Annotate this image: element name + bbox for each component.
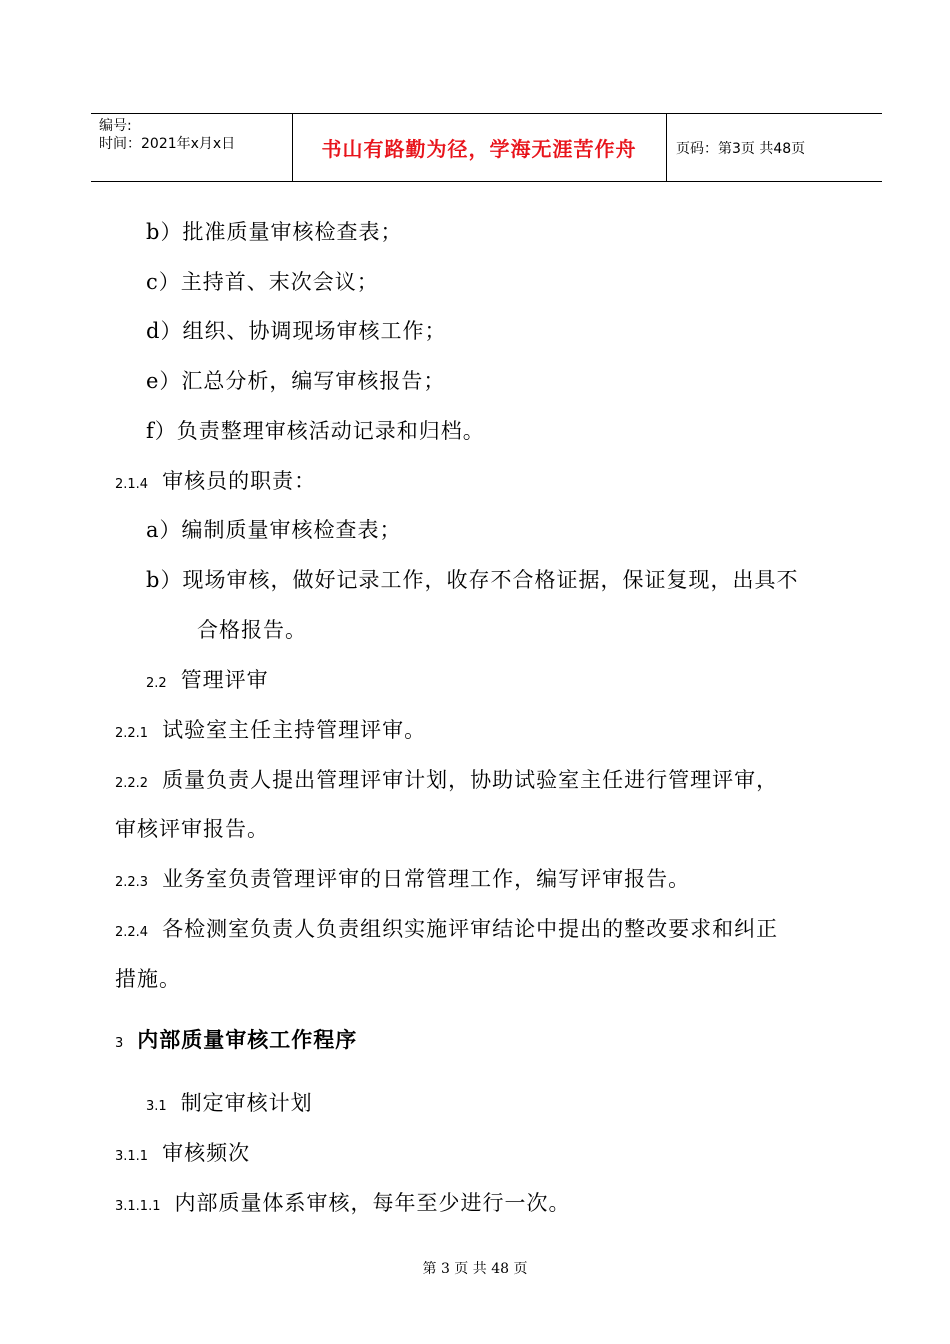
body-line: 合格报告。 bbox=[197, 618, 307, 642]
body-line: d）组织、协调现场审核工作； bbox=[146, 319, 447, 343]
header-motto-cell bbox=[292, 114, 667, 181]
section-line: 2.2.2 质量负责人提出管理评审计划，协助试验室主任进行管理评审， bbox=[115, 766, 778, 798]
body-line: e）汇总分析，编写审核报告； bbox=[146, 369, 446, 393]
section-number: 2.2.1 bbox=[115, 726, 149, 741]
body-line: b）现场审核，做好记录工作，收存不合格证据，保证复现，出具不 bbox=[146, 568, 799, 592]
section-line: 2.2.1 试验室主任主持管理评审。 bbox=[115, 716, 426, 748]
document-date-label: 时间：2021年x月x日 bbox=[99, 136, 236, 152]
body-line: f）负责整理审核活动记录和归档。 bbox=[146, 419, 485, 443]
body-line: 措施。 bbox=[115, 967, 181, 991]
body-line: c）主持首、末次会议； bbox=[146, 270, 379, 294]
section-number: 3.1 bbox=[146, 1099, 167, 1114]
document-header bbox=[91, 113, 882, 182]
section-number: 2.1.4 bbox=[115, 477, 149, 492]
body-line: b）批准质量审核检查表； bbox=[146, 220, 403, 244]
section-number: 2.2.4 bbox=[115, 925, 149, 940]
section-line: 3.1.1.1 内部质量体系审核，每年至少进行一次。 bbox=[115, 1189, 570, 1221]
page-footer: 第 3 页 共 48 页 bbox=[422, 1261, 528, 1277]
section-number: 3.1.1.1 bbox=[115, 1199, 161, 1214]
section-number: 2.2 bbox=[146, 676, 167, 691]
header-page-info: 页码：第3页 共48页 bbox=[676, 140, 806, 157]
chapter-heading: 3 内部质量审核工作程序 bbox=[115, 1026, 357, 1058]
section-number: 3.1.1 bbox=[115, 1149, 149, 1164]
section-line: 2.2 管理评审 bbox=[146, 666, 269, 698]
section-number: 3 bbox=[115, 1036, 124, 1051]
section-line: 2.2.4 各检测室负责人负责组织实施评审结论中提出的整改要求和纠正 bbox=[115, 915, 778, 947]
section-line: 3.1.1 审核频次 bbox=[115, 1139, 250, 1171]
document-number-label: 编号: bbox=[99, 118, 132, 134]
section-line: 2.2.3 业务室负责管理评审的日常管理工作，编写评审报告。 bbox=[115, 865, 690, 897]
section-number: 2.2.3 bbox=[115, 875, 149, 890]
body-line: a）编制质量审核检查表； bbox=[146, 518, 402, 542]
section-line: 2.1.4 审核员的职责： bbox=[115, 467, 316, 499]
section-line: 3.1 制定审核计划 bbox=[146, 1089, 313, 1121]
header-page-cell bbox=[666, 114, 882, 181]
header-motto: 书山有路勤为径，学海无涯苦作舟 bbox=[321, 137, 637, 161]
body-line: 审核评审报告。 bbox=[115, 817, 269, 841]
section-number: 2.2.2 bbox=[115, 776, 149, 791]
header-meta-cell bbox=[91, 114, 293, 181]
